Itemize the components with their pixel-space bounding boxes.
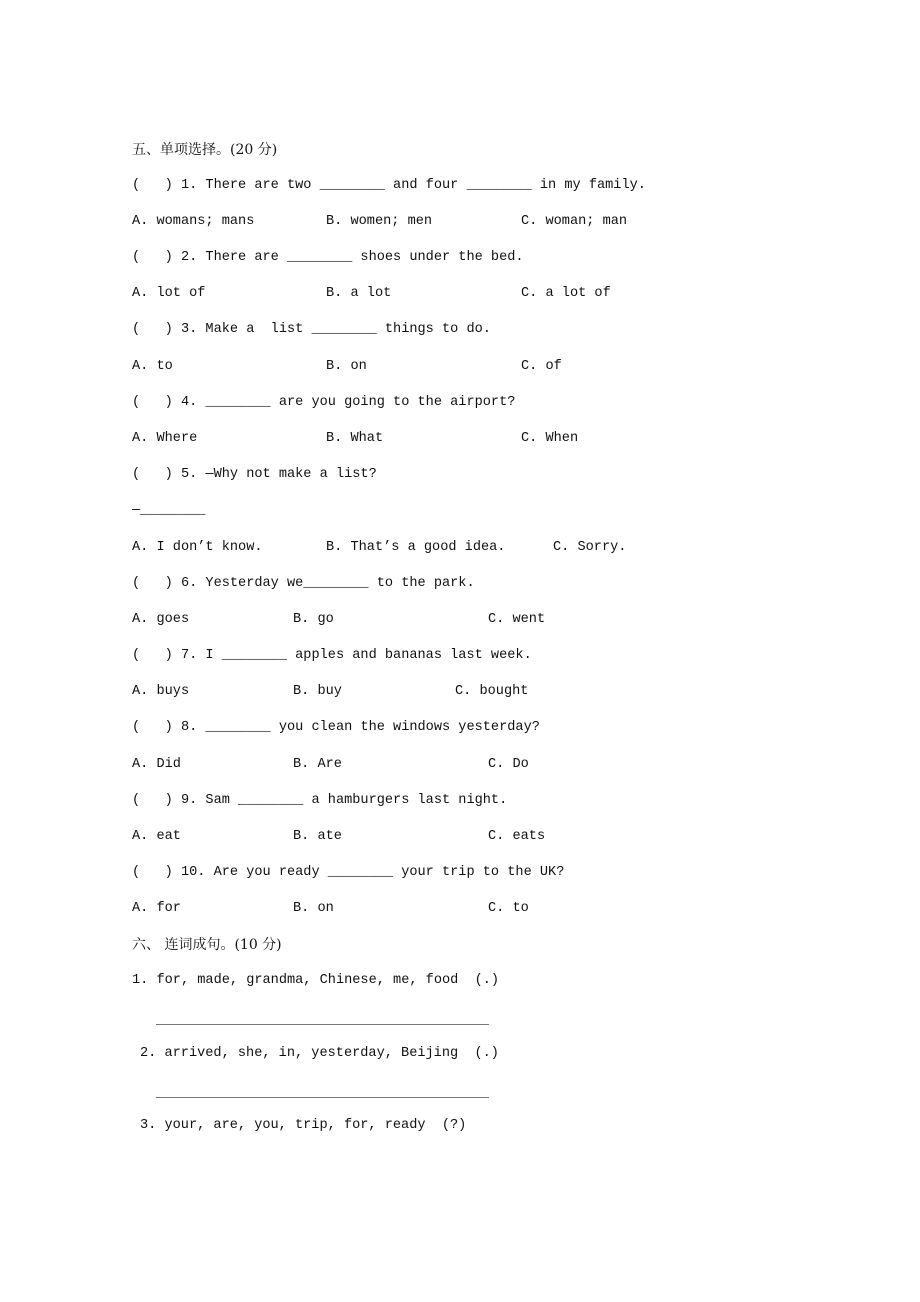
option-c: C. of: [521, 359, 562, 374]
question-5: ( ) 5. —Why not make a list?: [132, 467, 377, 482]
option-c: C. woman; man: [521, 214, 628, 229]
question-1: ( ) 1. There are two ________ and four ________ in my family.: [132, 178, 646, 193]
option-c: C. eats: [488, 829, 546, 844]
option-c: C. to: [488, 901, 529, 916]
option-b: B. on: [326, 359, 367, 374]
question-4: ( ) 4. ________ are you going to the airport?: [132, 395, 516, 410]
option-b: B. go: [293, 612, 334, 627]
answer-line-1: [156, 1024, 489, 1025]
option-b: B. buy: [293, 684, 342, 699]
option-b: B. a lot: [326, 286, 392, 301]
section-5-title: 五、单项选择。(20 分): [132, 142, 278, 158]
option-a: A. to: [132, 359, 173, 374]
option-b: B. That’s a good idea.: [326, 540, 506, 555]
question-3: ( ) 3. Make a list ________ things to do.: [132, 322, 491, 337]
option-a: A. I don’t know.: [132, 540, 263, 555]
answer-line: —________: [132, 503, 206, 518]
sentence-item-3: 3. your, are, you, trip, for, ready (?): [140, 1118, 467, 1133]
option-b: B. on: [293, 901, 334, 916]
question-9: ( ) 9. Sam ________ a hamburgers last night.: [132, 793, 508, 808]
option-c: C. a lot of: [521, 286, 611, 301]
option-b: B. Are: [293, 757, 342, 772]
section-6-title: 六、 连词成句。(10 分): [132, 937, 282, 953]
sentence-item-2: 2. arrived, she, in, yesterday, Beijing (.): [140, 1046, 499, 1061]
option-a: A. womans; mans: [132, 214, 255, 229]
option-b: B. women; men: [326, 214, 433, 229]
option-a: A. Did: [132, 757, 181, 772]
option-a: A. buys: [132, 684, 190, 699]
option-c: C. Do: [488, 757, 529, 772]
option-c: C. Sorry.: [553, 540, 627, 555]
option-a: A. goes: [132, 612, 190, 627]
question-6: ( ) 6. Yesterday we________ to the park.: [132, 576, 475, 591]
option-c: C. bought: [455, 684, 529, 699]
question-2: ( ) 2. There are ________ shoes under the bed.: [132, 250, 524, 265]
question-8: ( ) 8. ________ you clean the windows yesterday?: [132, 720, 540, 735]
sentence-item-1: 1. for, made, grandma, Chinese, me, food (.): [132, 973, 500, 988]
option-c: C. When: [521, 431, 579, 446]
option-a: A. lot of: [132, 286, 206, 301]
option-b: B. ate: [293, 829, 342, 844]
answer-line-2: [156, 1097, 489, 1098]
option-a: A. Where: [132, 431, 198, 446]
question-7: ( ) 7. I ________ apples and bananas last week.: [132, 648, 532, 663]
option-a: A. eat: [132, 829, 181, 844]
option-b: B. What: [326, 431, 384, 446]
question-10: ( ) 10. Are you ready ________ your trip to the UK?: [132, 865, 565, 880]
option-a: A. for: [132, 901, 181, 916]
option-c: C. went: [488, 612, 546, 627]
